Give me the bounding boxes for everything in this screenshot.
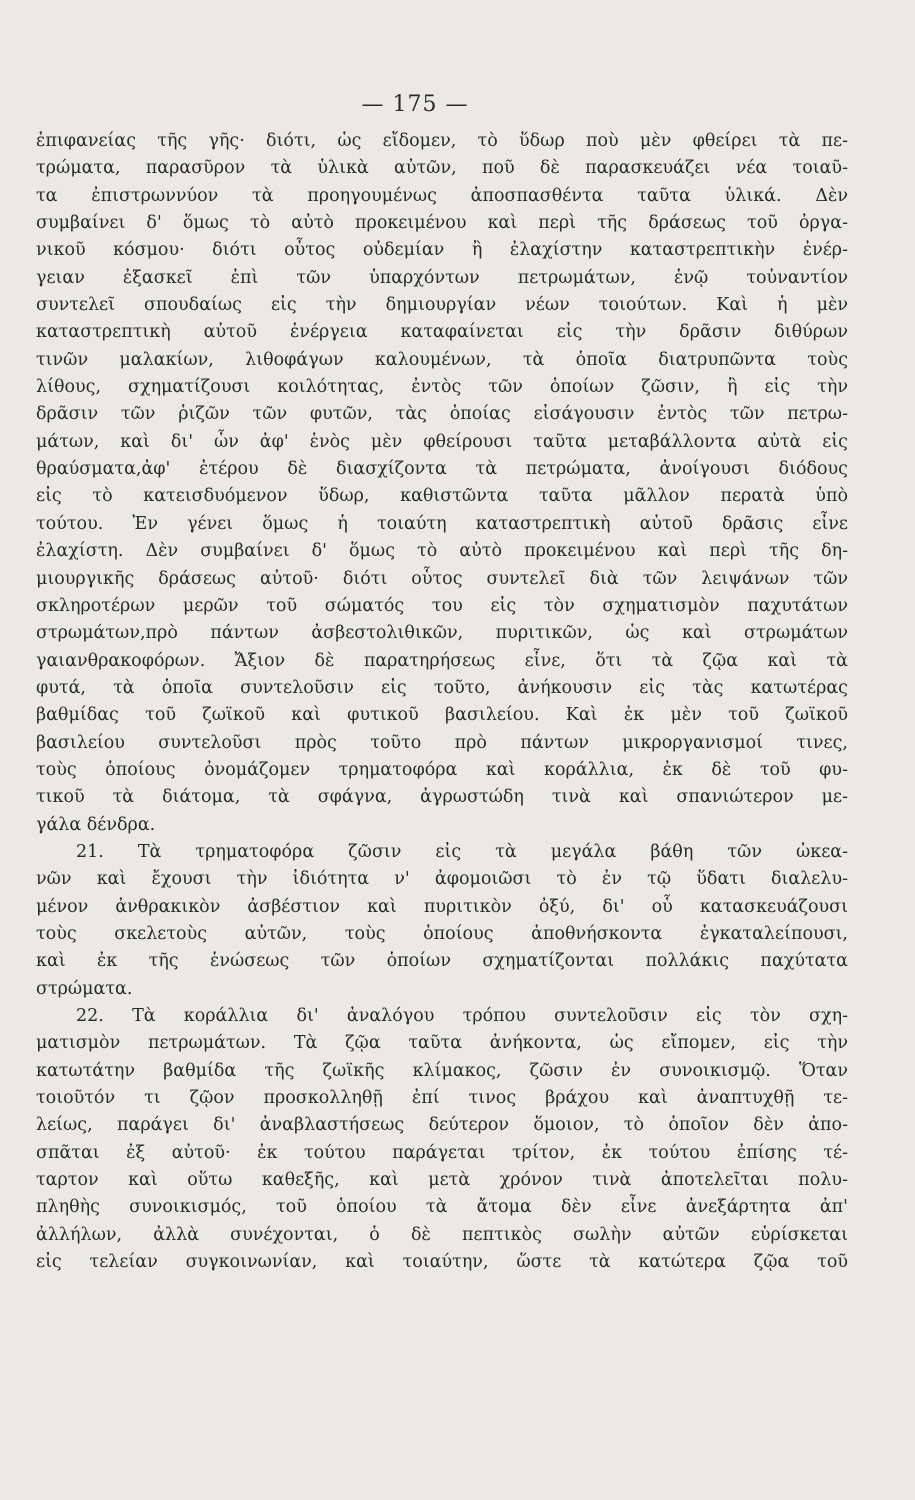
text-line: ἐλαχίστη. Δὲν συμβαίνει δ' ὅμως τὸ αὐτὸ προκειμένου καὶ περὶ τῆς δη- [36,541,848,562]
text-line: 22. Τὰ κοράλλια δι' ἀναλόγου τρόπου συντελοῦσιν εἰς τὸν σχη- [76,1006,848,1026]
text-line: μένον ἀνθρακικὸν ἀσβέστιον καὶ πυριτικὸν ὀξύ, δι' οὗ κατασκευάζουσι [36,896,848,917]
text-line: στρώματα. [36,978,133,999]
text-line: λίθους, σχηματίζουσι κοιλότητας, ἐντὸς τῶν ὁποίων ζῶσιν, ἢ εἰς τὴν [36,377,848,398]
body-text [36,128,848,1276]
text-line: λείως, παράγει δι' ἀναβλαστήσεως δεύτερον ὅμοιον, τὸ ὁποῖον δὲν ἀπο- [36,1115,848,1136]
text-line: 21. Τὰ τρηματοφόρα ζῶσιν εἰς τὰ μεγάλα βάθη τῶν ὠκεα- [76,841,848,862]
text-line: τα ἐπιστρωννύον τὰ προηγουμένως ἀποσπασθέντα ταῦτα ὑλικά. Δὲν [36,185,848,206]
text-line: εἰς τὸ κατεισδυόμενον ὕδωρ, καθιστῶντα ταῦτα μᾶλλον περατὰ ὑπὸ [36,486,848,507]
text-line: πληθὴς συνοικισμός, τοῦ ὁποίου τὰ ἄτομα δὲν εἶνε ἀνεξάρτητα ἀπ' [36,1197,848,1218]
text-line: εἰς τελείαν συγκοινωνίαν, καὶ τοιαύτην, ὥστε τὰ κατώτερα ζῷα τοῦ [36,1252,848,1273]
text-line: κατωτάτην βαθμίδα τῆς ζωϊκῆς κλίμακος, ζῶσιν ἐν συνοικισμῷ. Ὅταν [36,1060,848,1081]
text-line: νῶν καὶ ἔχουσι τὴν ἰδιότητα ν' ἀφομοιῶσι τὸ ἐν τῷ ὕδατι διαλελυ- [36,869,848,890]
text-line: μιουργικῆς δράσεως αὐτοῦ· διότι οὗτος συντελεῖ διὰ τῶν λειψάνων τῶν [36,568,848,589]
text-line: τρώματα, παρασῦρον τὰ ὑλικὰ αὐτῶν, ποῦ δὲ παρασκευάζει νέα τοιαῦ- [36,158,848,179]
text-line: ματισμὸν πετρωμάτων. Τὰ ζῷα ταῦτα ἀνήκοντα, ὡς εἴπομεν, εἰς τὴν [36,1033,848,1054]
text-line: τούτου. Ἐν γένει ὅμως ἡ τοιαύτη καταστρεπτικὴ αὐτοῦ δρᾶσις εἶνε [36,513,848,534]
text-line: καταστρεπτικὴ αὐτοῦ ἐνέργεια καταφαίνεται εἰς τὴν δρᾶσιν διθύρων [36,322,848,343]
text-line: νικοῦ κόσμου· διότι οὗτος οὐδεμίαν ἢ ἐλαχίστην καταστρεπτικὴν ἐνέρ- [36,240,848,261]
text-line: σκληροτέρων μερῶν τοῦ σώματός του εἰς τὸν σχηματισμὸν παχυτάτων [36,595,848,616]
text-line: τοὺς ὁποίους ὀνομάζομεν τρηματοφόρα καὶ κοράλλια, ἐκ δὲ τοῦ φυ- [36,759,848,780]
text-line: δρᾶσιν τῶν ῥιζῶν τῶν φυτῶν, τὰς ὁποίας εἰσάγουσιν ἐντὸς τῶν πετρω- [36,404,848,425]
text-line: καὶ ἐκ τῆς ἑνώσεως τῶν ὁποίων σχηματίζονται πολλάκις παχύτατα [36,951,848,972]
text-line: ταρτον καὶ οὕτω καθεξῆς, καὶ μετὰ χρόνον τινὰ ἀποτελεῖται πολυ- [36,1170,848,1191]
text-line: γαιανθρακοφόρων. Ἄξιον δὲ παρατηρήσεως εἶνε, ὅτι τὰ ζῷα καὶ τὰ [36,650,848,671]
text-line: ἀλλήλων, ἀλλὰ συνέχονται, ὁ δὲ πεπτικὸς σωλὴν αὐτῶν εὑρίσκεται [36,1224,848,1245]
text-line: μάτων, καὶ δι' ὧν ἀφ' ἑνὸς μὲν φθείρουσι ταῦτα μεταβάλλοντα αὐτὰ εἰς [36,431,848,452]
text-line: φυτά, τὰ ὁποῖα συντελοῦσιν εἰς τοῦτο, ἀνήκουσιν εἰς τὰς κατωτέρας [36,677,848,698]
text-line: γειαν ἐξασκεῖ ἐπὶ τῶν ὑπαρχόντων πετρωμάτων, ἐνῷ τοὐναντίον [36,267,848,288]
text-line: θραύσματα,ἀφ' ἑτέρου δὲ διασχίζοντα τὰ πετρώματα, ἀνοίγουσι διόδους [36,459,848,480]
text-line: τικοῦ τὰ διάτομα, τὰ σφάγνα, ἀγρωστώδη τινὰ καὶ σπανιώτερον με- [36,787,848,808]
text-line: συμβαίνει δ' ὅμως τὸ αὐτὸ προκειμένου καὶ περὶ τῆς δράσεως τοῦ ὀργα- [36,213,848,234]
text-line: γάλα δένδρα. [36,814,156,835]
text-line: σπᾶται ἐξ αὐτοῦ· ἐκ τούτου παράγεται τρίτον, ἐκ τούτου ἐπίσης τέ- [36,1142,848,1163]
text-line: τοιοῦτόν τι ζῷον προσκολληθῇ ἐπί τινος βράχου καὶ ἀναπτυχθῇ τε- [36,1088,848,1109]
text-line: ἐπιφανείας τῆς γῆς· διότι, ὡς εἴδομεν, τὸ ὕδωρ ποὺ μὲν φθείρει τὰ πε- [36,131,848,151]
text-line: στρωμάτων,πρὸ πάντων ἀσβεστολιθικῶν, πυριτικῶν, ὡς καὶ στρωμάτων [36,623,848,644]
text-line: τοὺς σκελετοὺς αὐτῶν, τοὺς ὁποίους ἀποθνήσκοντα ἐγκαταλείπουσι, [36,923,848,944]
text-line: συντελεῖ σπουδαίως εἰς τὴν δημιουργίαν νέων τοιούτων. Καὶ ἡ μὲν [36,295,848,316]
page-number: — 175 — [361,92,469,117]
text-line: τινῶν μαλακίων, λιθοφάγων καλουμένων, τὰ ὁποῖα διατρυπῶντα τοὺς [36,349,848,370]
text-line: βαθμίδας τοῦ ζωϊκοῦ καὶ φυτικοῦ βασιλείου. Καὶ ἐκ μὲν τοῦ ζωϊκοῦ [36,705,848,726]
text-line: βασιλείου συντελοῦσι πρὸς τοῦτο πρὸ πάντων μικροργανισμοί τινες, [36,732,848,753]
